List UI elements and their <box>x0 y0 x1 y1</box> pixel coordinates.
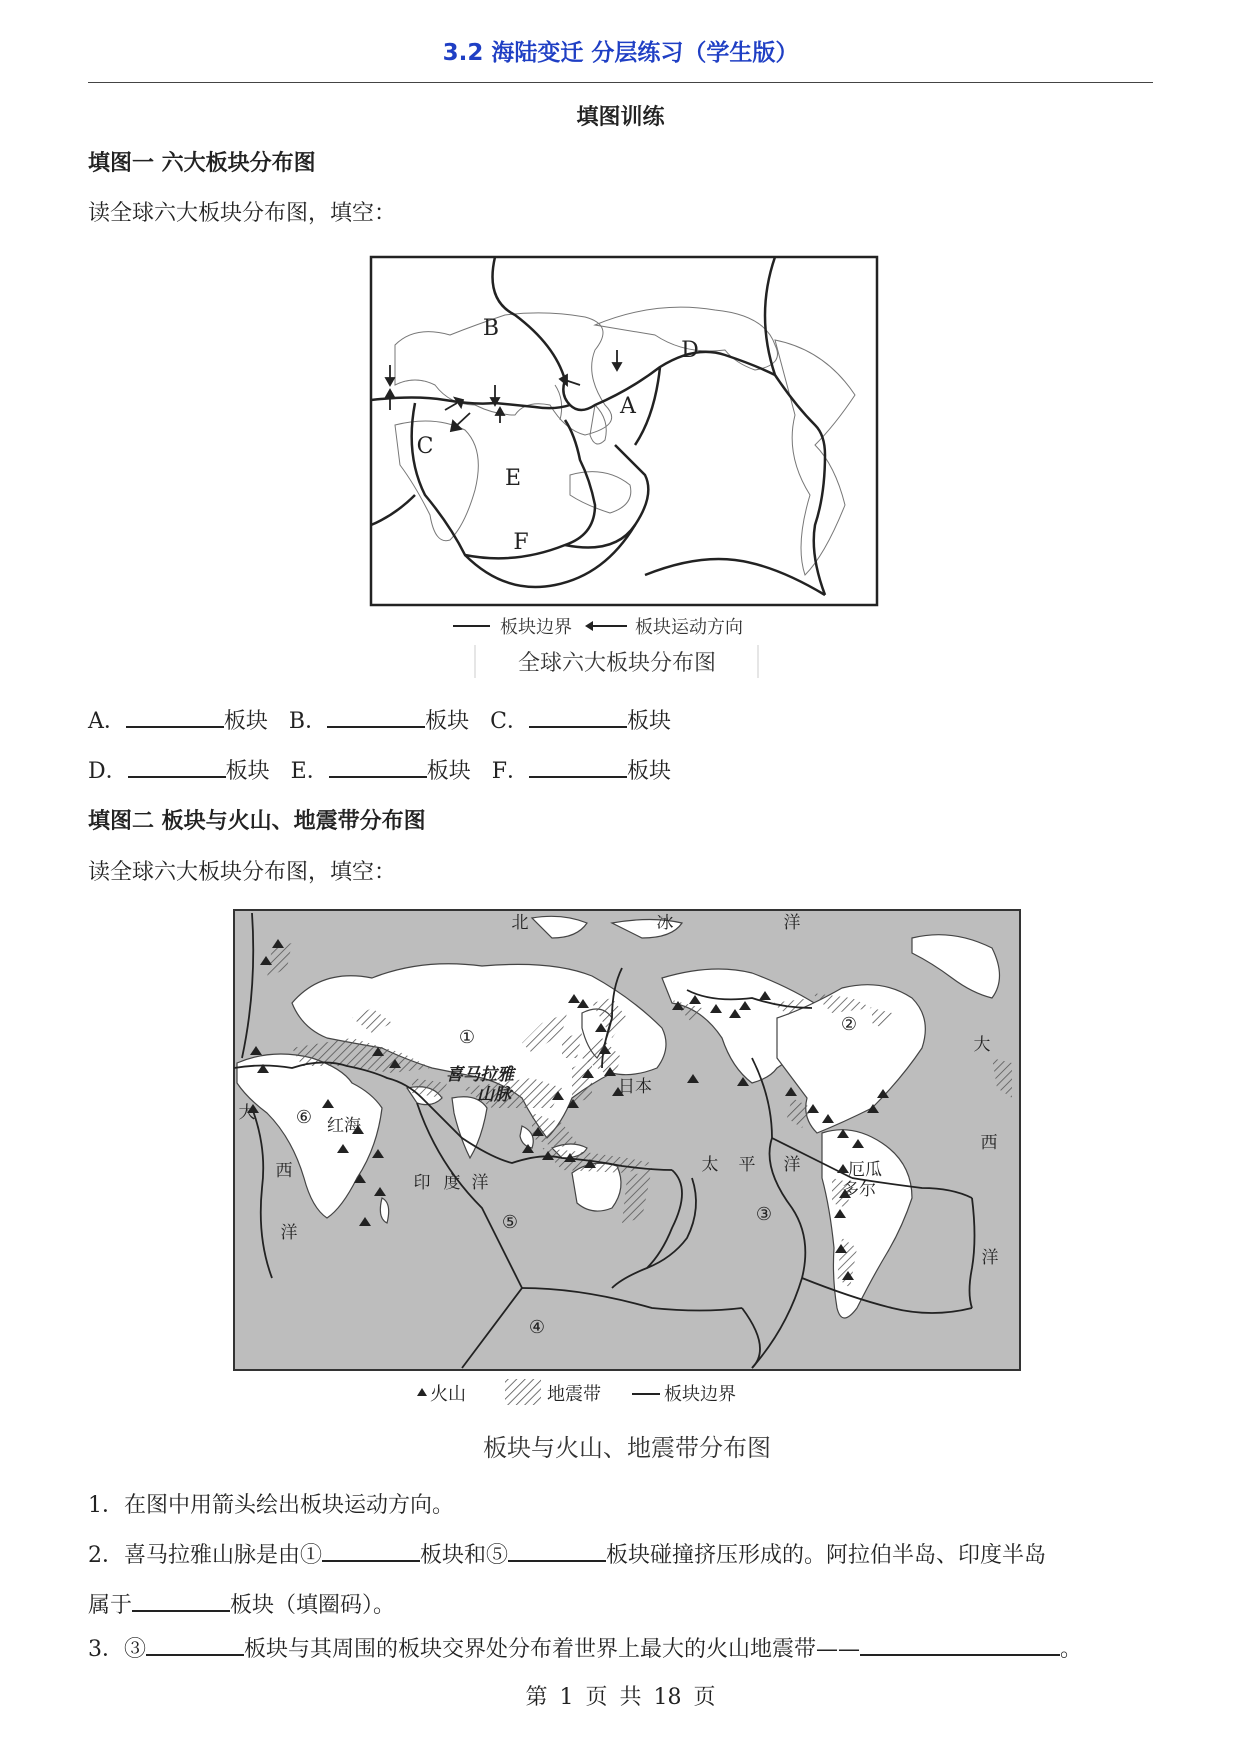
place-bei: 北 <box>511 913 529 933</box>
motion-legend-text: 板块运动方向 <box>635 617 743 638</box>
plate-suffix: 板块 <box>225 759 270 784</box>
answer-blank-c[interactable] <box>529 708 627 728</box>
footer-ye: 页 <box>585 1685 608 1710</box>
volcano-icon <box>417 1388 427 1396</box>
plate-label-5: ⑤ <box>501 1212 519 1233</box>
option-letter-f: F． <box>491 759 529 784</box>
option-letter-c: C． <box>490 709 529 734</box>
part1-heading: 填图一 六大板块分布图 <box>88 151 316 176</box>
plate-suffix: 板块 <box>626 709 671 734</box>
footer-ye2: 页 <box>693 1685 716 1710</box>
answer-blank-e[interactable] <box>329 758 427 778</box>
plate-suffix: 板块 <box>627 759 672 784</box>
option-letter-d: D． <box>88 759 128 784</box>
legend-volcano-text: 火山 <box>430 1384 466 1405</box>
q2-text-c: 板块碰撞挤压形成的。阿拉伯半岛、印度半岛 <box>606 1543 1047 1568</box>
place-ecuador-2: 多尔 <box>842 1180 876 1200</box>
header-divider <box>88 82 1153 83</box>
question-1: 1．在图中用箭头绘出板块运动方向。 <box>88 1493 454 1518</box>
footer-page-number: 1 <box>559 1685 574 1710</box>
answer-blank-a[interactable] <box>126 708 224 728</box>
plate-label-6: ⑥ <box>295 1107 313 1128</box>
part2-instruction: 读全球六大板块分布图，填空： <box>88 860 397 885</box>
place-japan: 日本 <box>618 1077 652 1097</box>
place-xi-right: 西 <box>980 1133 998 1153</box>
part2-heading: 填图二 板块与火山、地震带分布图 <box>88 809 426 834</box>
plate-label-a: A <box>620 394 636 419</box>
plate-label-2: ② <box>840 1014 858 1035</box>
place-yang-ind: 洋 <box>471 1173 489 1193</box>
question-3 <box>88 1632 1153 1663</box>
footer-gong: 共 <box>619 1685 642 1710</box>
place-yang-right: 洋 <box>981 1248 999 1268</box>
boundary-legend-text: 板块边界 <box>500 617 572 638</box>
place-bing: 冰 <box>656 913 674 933</box>
plate-label-e: E <box>504 466 522 491</box>
footer-total-pages: 18 <box>653 1685 682 1710</box>
figure2-caption: 板块与火山、地震带分布图 <box>483 1434 771 1462</box>
part1-instruction: 读全球六大板块分布图，填空： <box>88 201 397 226</box>
document-header-title: 3.2 海陆变迁 分层练习（学生版） <box>442 40 799 66</box>
plate-label-b: B <box>482 316 500 341</box>
question-2 <box>88 1538 1153 1569</box>
q2-blank-1[interactable] <box>322 1542 420 1562</box>
q2-text-e: 板块（填圈码）。 <box>230 1593 396 1618</box>
place-xi-left: 西 <box>275 1161 293 1181</box>
place-ecuador-1: 厄瓜 <box>848 1160 882 1180</box>
answer-row-1 <box>88 704 671 735</box>
answer-blank-d[interactable] <box>128 758 226 778</box>
q3-text-b: 板块与其周围的板块交界处分布着世界上最大的火山地震带—— <box>244 1637 861 1662</box>
legend-quake-text: 地震带 <box>547 1384 601 1405</box>
option-letter-a: A． <box>88 709 126 734</box>
place-tai: 太 <box>701 1155 719 1175</box>
arrow-icon <box>585 621 593 631</box>
answer-row-2 <box>88 754 671 785</box>
plate-label-c: C <box>416 434 434 459</box>
plate-label-d: D <box>681 338 699 363</box>
q3-text-a: 3．③ <box>88 1637 146 1662</box>
q2-text-a: 2．喜马拉雅山脉是由① <box>88 1543 322 1568</box>
place-himalaya-2: 山脉 <box>477 1085 511 1105</box>
legend-boundary-text-2: 板块边界 <box>664 1384 736 1405</box>
place-da-left: 大 <box>238 1103 256 1123</box>
page-footer <box>0 1680 1241 1711</box>
place-yang-pac: 洋 <box>783 1155 801 1175</box>
q2-text-b: 板块和⑤ <box>420 1543 509 1568</box>
section-title: 填图训练 <box>576 105 665 130</box>
q3-blank-belt[interactable] <box>860 1636 1060 1656</box>
option-letter-b: B． <box>288 709 328 734</box>
answer-blank-f[interactable] <box>529 758 627 778</box>
plate-label-4: ④ <box>528 1317 546 1338</box>
place-himalaya-1: 喜马拉雅 <box>446 1065 514 1085</box>
plate-label-1: ① <box>458 1027 476 1048</box>
six-plates-map-figure <box>355 255 895 680</box>
place-red-sea: 红海 <box>327 1116 361 1136</box>
place-yang-left: 洋 <box>280 1223 298 1243</box>
figure1-caption: 全球六大板块分布图 <box>517 651 717 676</box>
option-letter-e: E． <box>290 759 329 784</box>
volcano-earthquake-map-figure <box>232 908 1022 1468</box>
place-yin: 印 <box>413 1173 431 1193</box>
plate-label-f: F <box>513 530 529 555</box>
place-du: 度 <box>443 1173 461 1193</box>
place-da-right: 大 <box>973 1035 991 1055</box>
q2-text-d: 属于 <box>88 1593 133 1618</box>
q3-text-c: 。 <box>1060 1637 1083 1662</box>
place-ping: 平 <box>738 1155 756 1175</box>
q3-blank-plate[interactable] <box>146 1636 244 1656</box>
plate-suffix: 板块 <box>223 709 268 734</box>
q2-blank-peninsula[interactable] <box>132 1592 230 1612</box>
q2-blank-5[interactable] <box>508 1542 606 1562</box>
plate-suffix: 板块 <box>425 709 470 734</box>
plate-suffix: 板块 <box>426 759 471 784</box>
question-2-continued <box>88 1588 395 1619</box>
footer-di: 第 <box>525 1685 548 1710</box>
answer-blank-b[interactable] <box>327 708 425 728</box>
place-yang-top: 洋 <box>783 913 801 933</box>
earthquake-belt-icon <box>505 1379 541 1405</box>
plate-label-3: ③ <box>755 1204 773 1225</box>
